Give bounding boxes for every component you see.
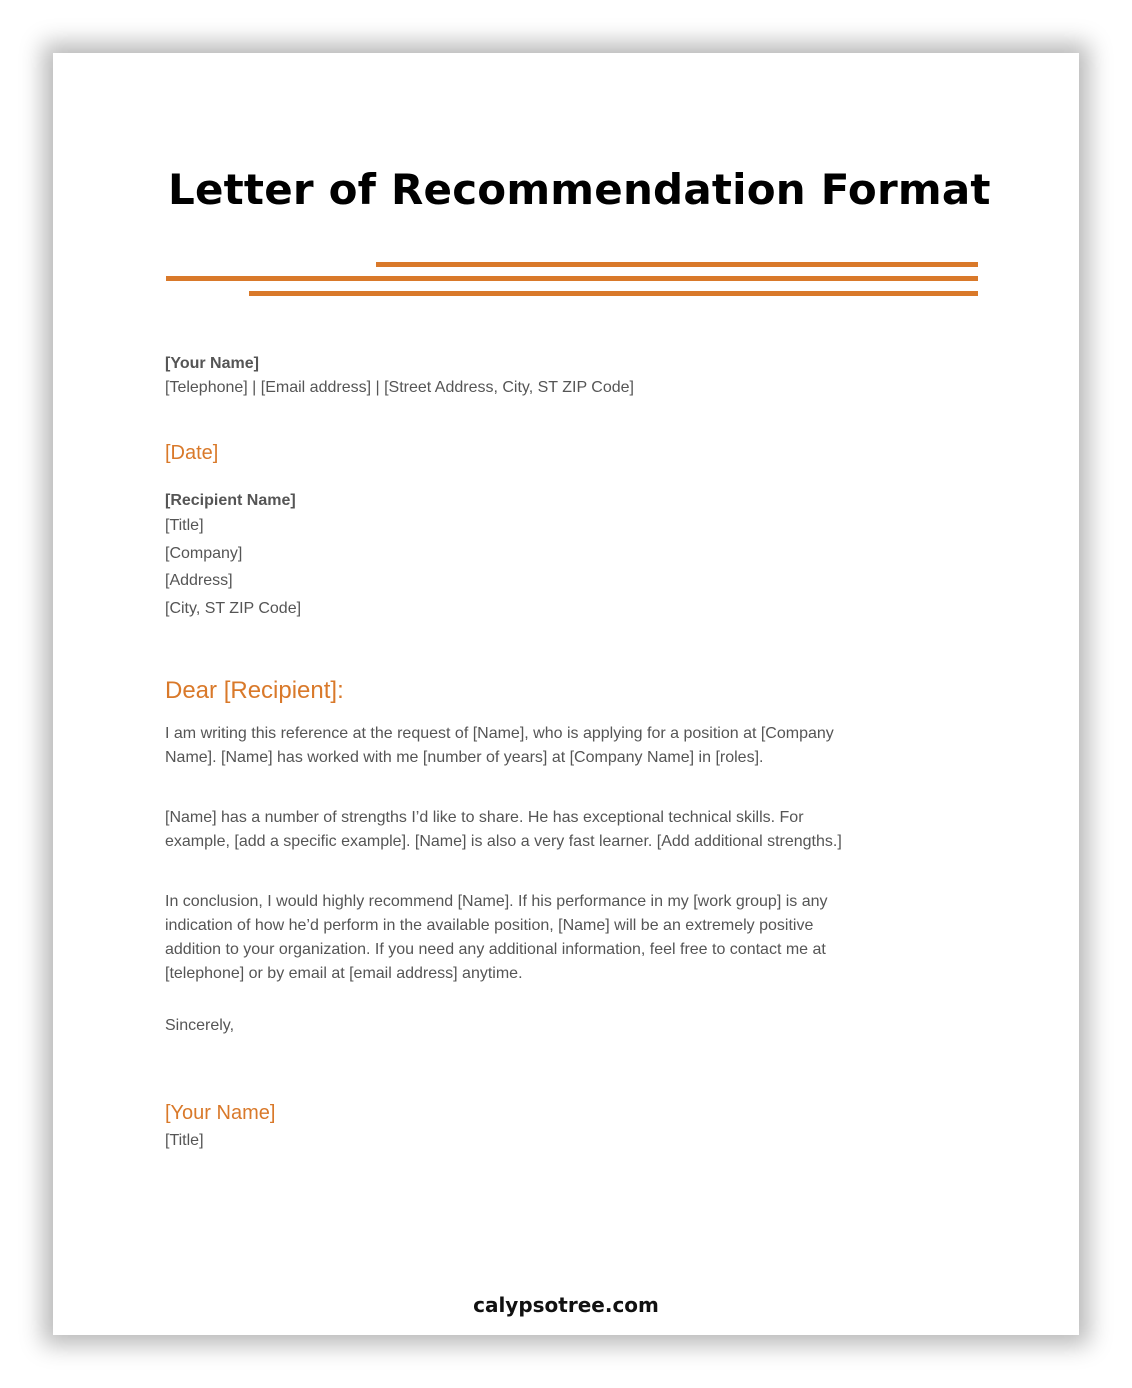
document-title: Letter of Recommendation Format (168, 165, 991, 214)
decorative-rule-top (376, 262, 978, 267)
recipient-title: [Title] (165, 517, 204, 534)
body-paragraph-2: [Name] has a number of strengths I’d like to share. He has exceptional technical skills. For example, [add a specific example]. [Name] is also a very fast learner. [Add additional strengths.] (165, 809, 842, 850)
signature-title: [Title] (165, 1132, 204, 1149)
sender-name: [Your Name] (165, 355, 259, 372)
watermark: calypsotree.com (473, 1293, 659, 1317)
salutation: Dear [Recipient]: (165, 677, 344, 704)
recipient-address: [Address] (165, 572, 233, 589)
letter-page (53, 53, 1079, 1335)
recipient-city: [City, ST ZIP Code] (165, 600, 302, 617)
sender-contact: [Telephone] | [Email address] | [Street Address, City, ST ZIP Code] (165, 379, 634, 396)
body-paragraph-1: I am writing this reference at the request of [Name], who is applying for a position at [Company Name]. [Name] has worked with me [number of years] at [Company Name] in [roles]. (165, 725, 834, 766)
body-paragraph-3: In conclusion, I would highly recommend [Name]. If his performance in my [work group] is any indication of how he’d perform in the available position, [Name] will be an extremely positive addition to your organization. If you need any additional information, feel free to contact me at [telephone] or by email at [email address] anytime. (165, 893, 828, 982)
recipient-name: [Recipient Name] (165, 492, 296, 509)
recipient-company: [Company] (165, 545, 243, 562)
letter-date: [Date] (165, 442, 219, 464)
closing: Sincerely, (165, 1017, 235, 1034)
decorative-rule-bottom (249, 291, 978, 296)
signature-name: [Your Name] (165, 1102, 276, 1124)
decorative-rule-middle (166, 276, 978, 281)
